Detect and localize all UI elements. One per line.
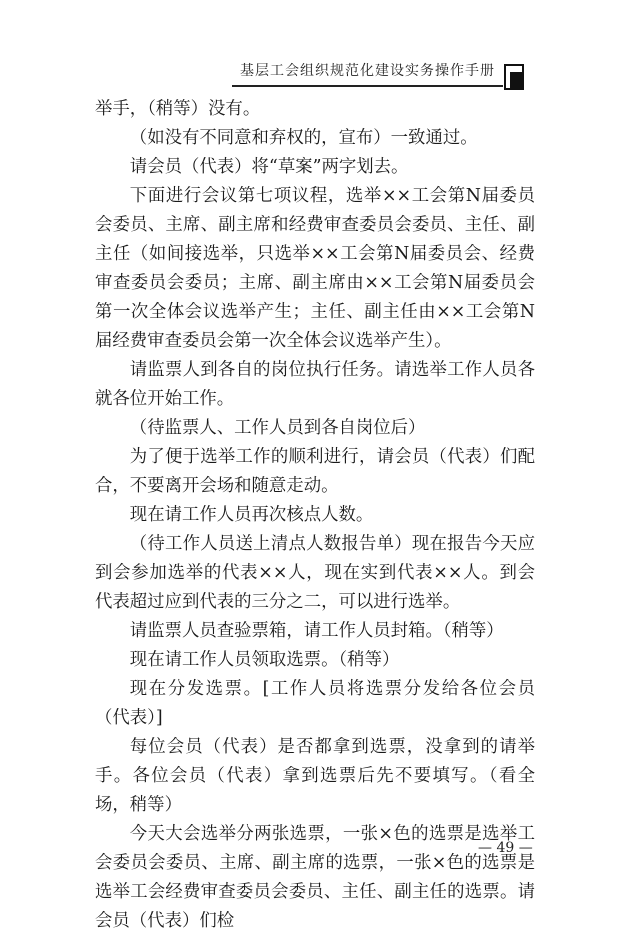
paragraph: 举手，（稍等）没有。 (95, 99, 261, 119)
header-corner-mark-icon (504, 64, 524, 90)
paragraph: 每位会员（代表）是否都拿到选票，没拿到的请举手。各位会员（代表）拿到选票后先不要填写。（看全场，稍等） (95, 737, 535, 815)
paragraph: 今天大会选举分两张选票，一张×色的选票是选举工会委员会委员、主席、副主席的选票，一张×色的选票是选举工会经费审查委员会委员、主任、副主任的选票。请会员（代表）们检 (95, 824, 535, 931)
paragraph: 下面进行会议第七项议程，选举××工会第N届委员会委员、主席、副主席和经费审查委员会委员、主任、副主任（如间接选举，只选举××工会第N届委员会、经费审查委员会委员；主席、副主席由××工会第N届委员会第一次全体会议选举产生；主任、副主任由××工会第N届经费审查委员会第一次全体会议选举产生）。 (95, 186, 535, 351)
body-text (95, 95, 535, 936)
running-header (0, 0, 623, 90)
paragraph: （待工作人员送上清点人数报告单）现在报告今天应到会参加选举的代表××人，现在实到代表××人。到会代表超过应到代表的三分之二，可以进行选举。 (95, 534, 535, 612)
paragraph: 请会员（代表）将“草案”两字划去。 (129, 157, 409, 177)
paragraph: 现在分发选票。[工作人员将选票分发给各位会员（代表）] (95, 679, 535, 728)
paragraph: 现在请工作人员再次核点人数。 (129, 505, 374, 525)
header-title: 基层工会组织规范化建设实务操作手册 (240, 63, 495, 79)
header-rule (232, 85, 503, 87)
paragraph: 请监票人到各自的岗位执行任务。请选举工作人员各就各位开始工作。 (95, 360, 535, 409)
page-number: — 49 — (478, 840, 533, 856)
paragraph: 现在请工作人员领取选票。（稍等） (129, 650, 400, 670)
paragraph: （如没有不同意和弃权的，宣布）一致通过。 (129, 128, 478, 148)
paragraph: 为了便于选举工作的顺利进行，请会员（代表）们配合，不要离开会场和随意走动。 (95, 447, 535, 496)
paragraph: （待监票人、工作人员到各自岗位后） (129, 418, 426, 438)
paragraph: 请监票人员查验票箱，请工作人员封箱。（稍等） (129, 621, 504, 641)
